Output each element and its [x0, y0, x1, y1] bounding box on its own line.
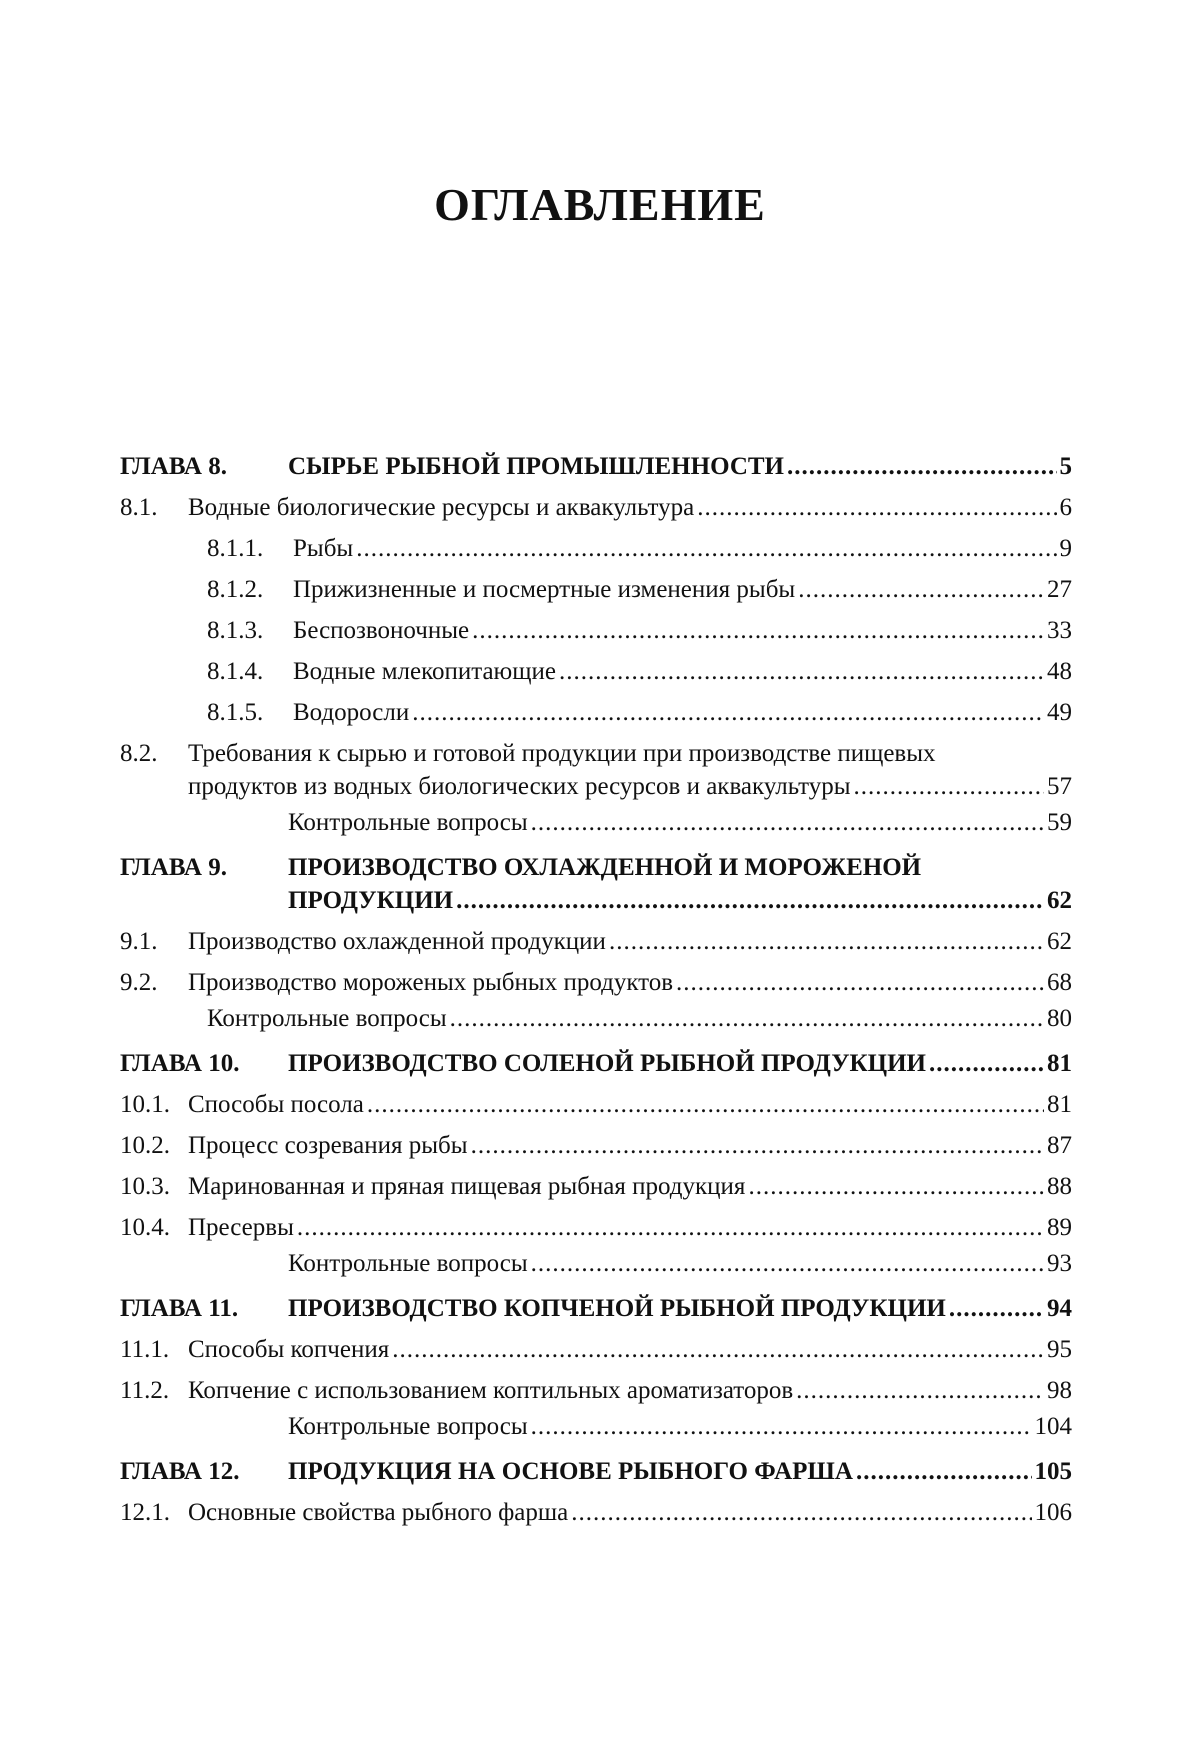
- page-number: 62: [1047, 884, 1072, 917]
- dot-leader: [676, 966, 1044, 999]
- section-number: 11.2.: [120, 1374, 188, 1407]
- section-number: 8.1.: [120, 491, 188, 524]
- chapter-title: СЫРЬЕ РЫБНОЙ ПРОМЫШЛЕННОСТИ: [288, 450, 784, 483]
- section-title-line-2: продуктов из водных биологических ресурсов и аквакультуры: [188, 770, 851, 803]
- chapter-number: ГЛАВА 9.: [120, 851, 288, 884]
- section-title: Основные свойства рыбного фарша: [188, 1496, 568, 1529]
- section-title: Водные биологические ресурсы и аквакультура: [188, 491, 694, 524]
- toc-control-questions-9[interactable]: [120, 1002, 1072, 1035]
- dot-leader: [796, 1374, 1044, 1407]
- subsection-number: 8.1.2.: [207, 573, 293, 606]
- dot-leader: [412, 696, 1044, 729]
- page-number: 48: [1047, 655, 1072, 688]
- dot-leader: [571, 1496, 1031, 1529]
- toc-chapter-8[interactable]: [120, 450, 1072, 483]
- section-title: Процесс созревания рыбы: [188, 1129, 468, 1162]
- toc-section-10-3[interactable]: [120, 1170, 1072, 1203]
- page-number: 81: [1047, 1088, 1072, 1121]
- dot-leader: [697, 491, 1056, 524]
- dot-leader: [559, 655, 1044, 688]
- section-title: Производство охлажденной продукции: [188, 925, 606, 958]
- section-title: Способы посола: [188, 1088, 364, 1121]
- table-of-contents: [120, 450, 1072, 1529]
- section-number: 10.1.: [120, 1088, 188, 1121]
- subsection-title: Беспозвоночные: [293, 614, 469, 647]
- section-title-line-1: Требования к сырью и готовой продукции при производстве пищевых: [188, 737, 936, 770]
- page-number: 95: [1047, 1333, 1072, 1366]
- toc-subsection-8-1-2[interactable]: [120, 573, 1072, 606]
- toc-section-12-1[interactable]: [120, 1496, 1072, 1529]
- chapter-number: ГЛАВА 10.: [120, 1047, 288, 1080]
- toc-control-questions-11[interactable]: [120, 1410, 1072, 1443]
- subsection-title: Рыбы: [293, 532, 353, 565]
- section-title: Производство мороженых рыбных продуктов: [188, 966, 673, 999]
- section-number: 12.1.: [120, 1496, 188, 1529]
- chapter-title-line-1: ПРОИЗВОДСТВО ОХЛАЖДЕННОЙ И МОРОЖЕНОЙ: [288, 851, 921, 884]
- dot-leader: [297, 1211, 1044, 1244]
- dot-leader: [471, 1129, 1044, 1162]
- toc-section-9-1[interactable]: [120, 925, 1072, 958]
- toc-control-questions-8[interactable]: [120, 806, 1072, 839]
- subsection-number: 8.1.5.: [207, 696, 293, 729]
- page-number: 89: [1047, 1211, 1072, 1244]
- page-number: 94: [1047, 1292, 1072, 1325]
- page-number: 5: [1060, 450, 1073, 483]
- chapter-number: ГЛАВА 8.: [120, 450, 288, 483]
- subsection-title: Водоросли: [293, 696, 409, 729]
- dot-leader: [531, 1247, 1044, 1280]
- toc-section-10-2[interactable]: [120, 1129, 1072, 1162]
- toc-chapter-10[interactable]: [120, 1047, 1072, 1080]
- section-title: Способы копчения: [188, 1333, 389, 1366]
- chapter-number: ГЛАВА 11.: [120, 1292, 288, 1325]
- section-number: 9.2.: [120, 966, 188, 999]
- page-number: 49: [1047, 696, 1072, 729]
- dot-leader: [531, 806, 1044, 839]
- page-number: 88: [1047, 1170, 1072, 1203]
- section-number: 9.1.: [120, 925, 188, 958]
- toc-chapter-11[interactable]: [120, 1292, 1072, 1325]
- toc-section-11-1[interactable]: [120, 1333, 1072, 1366]
- page-number: 9: [1060, 532, 1073, 565]
- page-number: 62: [1047, 925, 1072, 958]
- page-number: 59: [1047, 806, 1072, 839]
- toc-section-9-2[interactable]: [120, 966, 1072, 999]
- section-number: 8.2.: [120, 737, 188, 770]
- page-number: 33: [1047, 614, 1072, 647]
- dot-leader: [609, 925, 1044, 958]
- toc-subsection-8-1-5[interactable]: [120, 696, 1072, 729]
- chapter-number: ГЛАВА 12.: [120, 1455, 288, 1488]
- dot-leader: [856, 1455, 1032, 1488]
- toc-section-10-1[interactable]: [120, 1088, 1072, 1121]
- subsection-number: 8.1.3.: [207, 614, 293, 647]
- control-questions-title: Контрольные вопросы: [288, 1247, 528, 1280]
- subsection-number: 8.1.4.: [207, 655, 293, 688]
- section-number: 10.4.: [120, 1211, 188, 1244]
- page-number: 57: [1047, 770, 1072, 803]
- dot-leader: [392, 1333, 1044, 1366]
- toc-subsection-8-1-4[interactable]: [120, 655, 1072, 688]
- dot-leader: [356, 532, 1056, 565]
- control-questions-title: Контрольные вопросы: [288, 1410, 528, 1443]
- section-title: Пресервы: [188, 1211, 294, 1244]
- control-questions-title: Контрольные вопросы: [207, 1002, 447, 1035]
- page-number: 80: [1047, 1002, 1072, 1035]
- page-number: 27: [1047, 573, 1072, 606]
- subsection-number: 8.1.1.: [207, 532, 293, 565]
- dot-leader: [929, 1047, 1044, 1080]
- section-number: 11.1.: [120, 1333, 188, 1366]
- section-title: Копчение с использованием коптильных ароматизаторов: [188, 1374, 793, 1407]
- dot-leader: [854, 770, 1044, 803]
- chapter-title: ПРОИЗВОДСТВО КОПЧЕНОЙ РЫБНОЙ ПРОДУКЦИИ: [288, 1292, 946, 1325]
- page-number: 87: [1047, 1129, 1072, 1162]
- dot-leader: [450, 1002, 1044, 1035]
- chapter-title: ПРОИЗВОДСТВО СОЛЕНОЙ РЫБНОЙ ПРОДУКЦИИ: [288, 1047, 926, 1080]
- dot-leader: [472, 614, 1044, 647]
- chapter-title: ПРОДУКЦИЯ НА ОСНОВЕ РЫБНОГО ФАРША: [288, 1455, 853, 1488]
- page-number: 106: [1035, 1496, 1073, 1529]
- page-number: 93: [1047, 1247, 1072, 1280]
- dot-leader: [531, 1410, 1032, 1443]
- section-number: 10.2.: [120, 1129, 188, 1162]
- page-number: 81: [1047, 1047, 1072, 1080]
- toc-section-8-1[interactable]: [120, 491, 1072, 524]
- toc-control-questions-10[interactable]: [120, 1247, 1072, 1280]
- control-questions-title: Контрольные вопросы: [288, 806, 528, 839]
- chapter-title-line-2: ПРОДУКЦИИ: [288, 884, 453, 917]
- toc-section-11-2[interactable]: [120, 1374, 1072, 1407]
- toc-chapter-9[interactable]: [120, 851, 1072, 917]
- page-number: 105: [1035, 1455, 1073, 1488]
- dot-leader: [367, 1088, 1044, 1121]
- toc-subsection-8-1-1[interactable]: [120, 532, 1072, 565]
- page-number: 104: [1035, 1410, 1073, 1443]
- page-number: 6: [1060, 491, 1073, 524]
- subsection-title: Прижизненные и посмертные изменения рыбы: [293, 573, 795, 606]
- page-number: 98: [1047, 1374, 1072, 1407]
- subsection-title: Водные млекопитающие: [293, 655, 556, 688]
- dot-leader: [456, 884, 1044, 917]
- dot-leader: [949, 1292, 1044, 1325]
- toc-page: [0, 0, 1200, 1756]
- dot-leader: [748, 1170, 1044, 1203]
- page-number: 68: [1047, 966, 1072, 999]
- page-title: ОГЛАВЛЕНИЕ: [0, 178, 1200, 231]
- section-number: 10.3.: [120, 1170, 188, 1203]
- toc-section-8-2[interactable]: [120, 737, 1072, 803]
- dot-leader: [787, 450, 1057, 483]
- section-title: Маринованная и пряная пищевая рыбная продукция: [188, 1170, 745, 1203]
- dot-leader: [798, 573, 1044, 606]
- toc-subsection-8-1-3[interactable]: [120, 614, 1072, 647]
- toc-section-10-4[interactable]: [120, 1211, 1072, 1244]
- toc-chapter-12[interactable]: [120, 1455, 1072, 1488]
